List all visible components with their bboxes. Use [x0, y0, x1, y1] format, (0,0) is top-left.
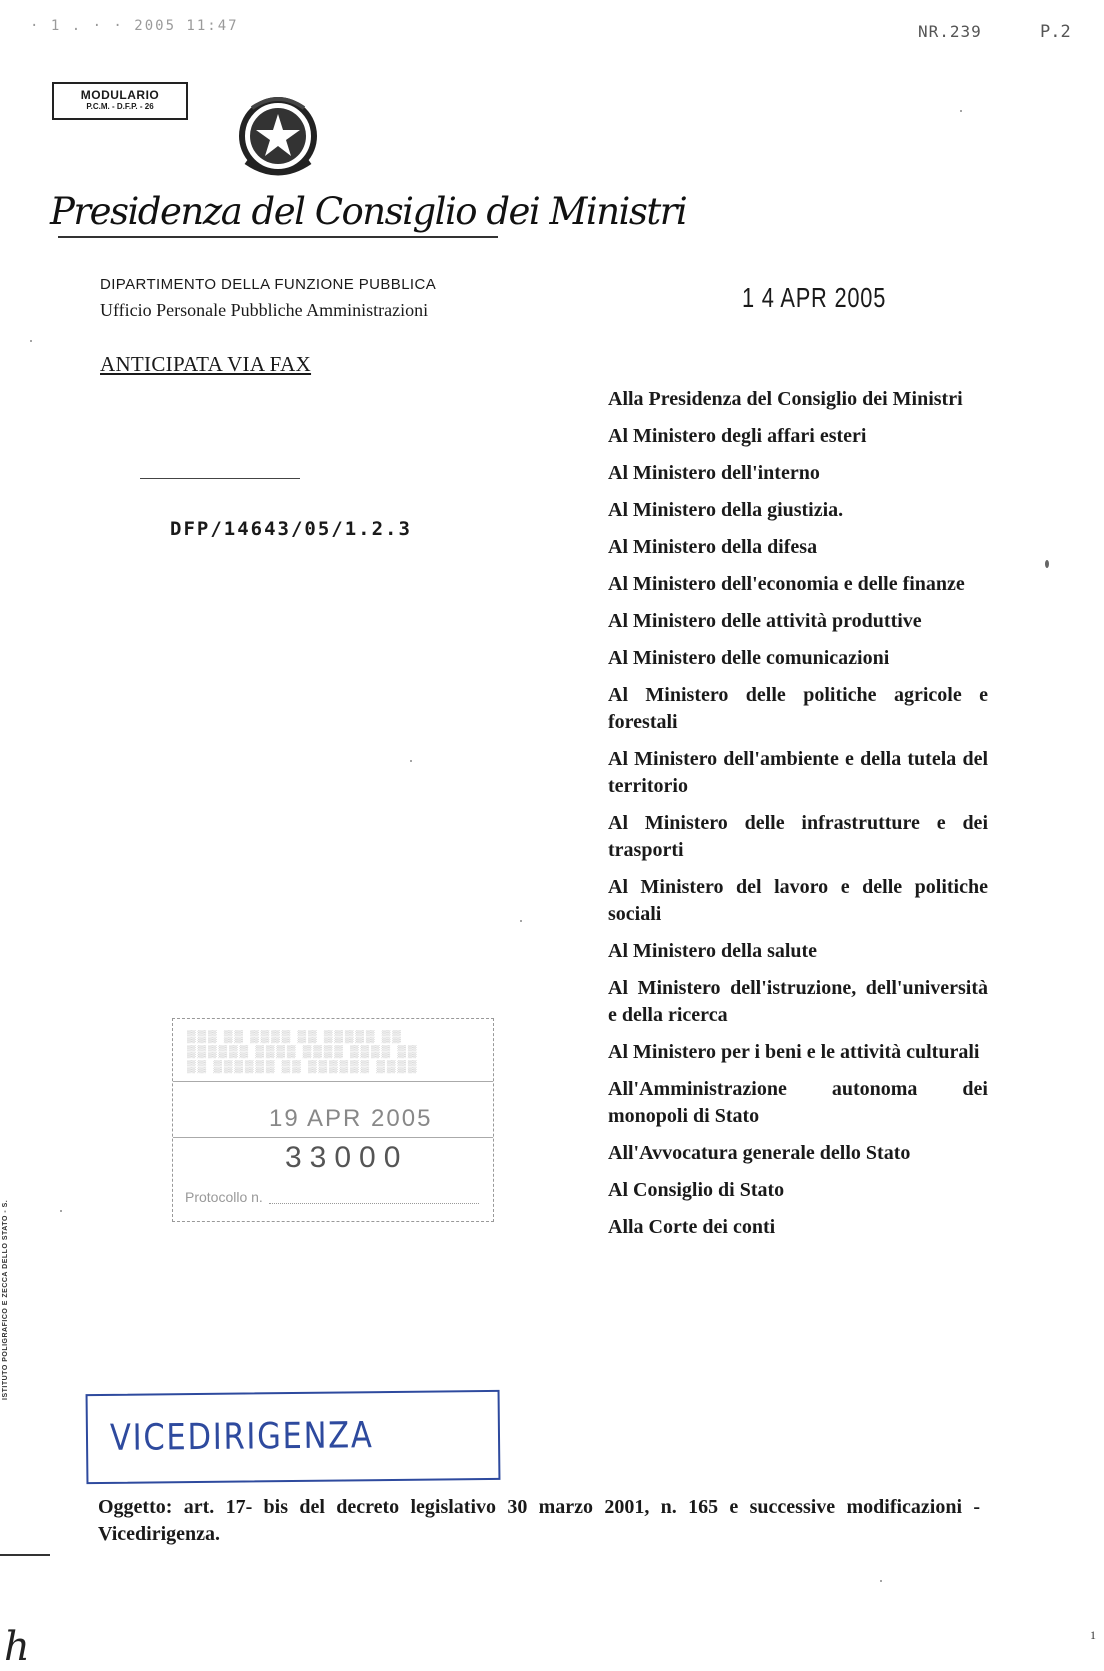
modulario-box [52, 82, 188, 120]
recipient-item: Al Consiglio di Stato [608, 1179, 785, 1201]
page-number: 1 [1090, 1628, 1096, 1642]
recipient-item: Al Ministero delle comunicazioni [608, 647, 890, 669]
fax-page: P.2 [1040, 22, 1071, 42]
recipient-item: Al Ministero per i beni e le attività culturali [608, 1041, 980, 1063]
modulario-line1: MODULARIO [80, 88, 160, 102]
recipient-item: Al Ministero delle politiche agricole e forestali [608, 684, 988, 733]
handwritten-annotation: VICEDIRIGENZA [109, 1415, 374, 1459]
printer-imprint-text: ISTITUTO POLIGRAFICO E ZECCA DELLO STATO - S. [2, 1199, 9, 1400]
subject-line: Oggetto: art. 17- bis del decreto legislativo 30 marzo 2001, n. 165 e successive modificazioni - Vicedirigenza. [98, 1496, 980, 1545]
stamp-number: 33000 [285, 1141, 409, 1174]
recipient-item: Al Ministero delle infrastrutture e dei trasporti [608, 812, 988, 861]
stamp-date: 19 APR 2005 [269, 1105, 433, 1132]
department-name: DIPARTIMENTO DELLA FUNZIONE PUBBLICA [100, 276, 437, 293]
scan-speck [520, 920, 522, 922]
recipient-item: Al Ministero della salute [608, 940, 818, 962]
recipient-item: Al Ministero della difesa [608, 536, 818, 558]
recipient-item: Al Ministero del lavoro e delle politiche sociali [608, 876, 988, 925]
recipient-item: All'Amministrazione autonoma dei monopoli di Stato [608, 1078, 988, 1127]
office-name: Ufficio Personale Pubbliche Amministrazioni [100, 300, 429, 320]
stamp-divider [173, 1137, 493, 1138]
recipient-item: Al Ministero degli affari esteri [608, 425, 867, 447]
signature-dash [140, 478, 300, 479]
stamp-protocol-label: Protocollo n. [185, 1189, 263, 1205]
stamp-faded-lines: ▒▒▒ ▒▒ ▒▒▒▒ ▒▒ ▒▒▒▒▒ ▒▒ ▒▒▒▒▒▒ ▒▒▒▒ ▒▒▒▒ ▒▒▒▒ ▒▒ ▒▒ ▒▒▒▒▒▒ ▒▒ ▒▒▒▒▒▒ ▒▒▒▒ [187, 1029, 419, 1073]
scan-speck [30, 340, 32, 342]
scan-speck [960, 110, 962, 112]
margin-rule [0, 1554, 50, 1556]
printer-imprint [2, 1199, 16, 1400]
modulario-line2: P.C.M. - D.F.P. - 26 [86, 102, 154, 111]
recipient-item: Al Ministero dell'istruzione, dell'università e della ricerca [608, 977, 988, 1026]
scan-speck [410, 760, 412, 762]
fax-number: NR.239 [918, 22, 982, 41]
recipient-item: Al Ministero dell'economia e delle finanze [608, 573, 965, 595]
recipient-item: Al Ministero dell'ambiente e della tutela del territorio [608, 748, 988, 797]
recipient-item: Alla Presidenza del Consiglio dei Ministri [608, 388, 963, 410]
recipient-item: Al Ministero delle attività produttive [608, 610, 922, 632]
stamp-divider [173, 1081, 493, 1082]
date-stamp: 1 4 APR 2005 [742, 282, 887, 313]
recipient-item: Alla Corte dei conti [608, 1216, 776, 1238]
letterhead-script-title: Presidenza del Consiglio dei Ministri [50, 190, 687, 233]
handwritten-initial: h [4, 1624, 30, 1670]
fax-header-timestamp: · 1 . · · 2005 11:47 [30, 18, 239, 34]
recipient-list [608, 386, 988, 1251]
republic-emblem-icon [232, 92, 324, 184]
recipient-item: All'Avvocatura generale dello Stato [608, 1142, 911, 1164]
received-stamp [172, 1018, 494, 1222]
handwritten-annotation-box [86, 1390, 501, 1484]
stamp-protocol-line [269, 1203, 479, 1204]
scan-speck [880, 1580, 882, 1582]
scan-speck [60, 1210, 62, 1212]
anticipata-via-fax: ANTICIPATA VIA FAX [100, 352, 312, 376]
protocol-code: DFP/14643/05/1.2.3 [170, 518, 412, 540]
recipient-item: Al Ministero della giustizia. [608, 499, 844, 521]
recipient-item: Al Ministero dell'interno [608, 462, 820, 484]
letterhead-underline [58, 236, 498, 238]
scan-speck [1045, 560, 1049, 568]
